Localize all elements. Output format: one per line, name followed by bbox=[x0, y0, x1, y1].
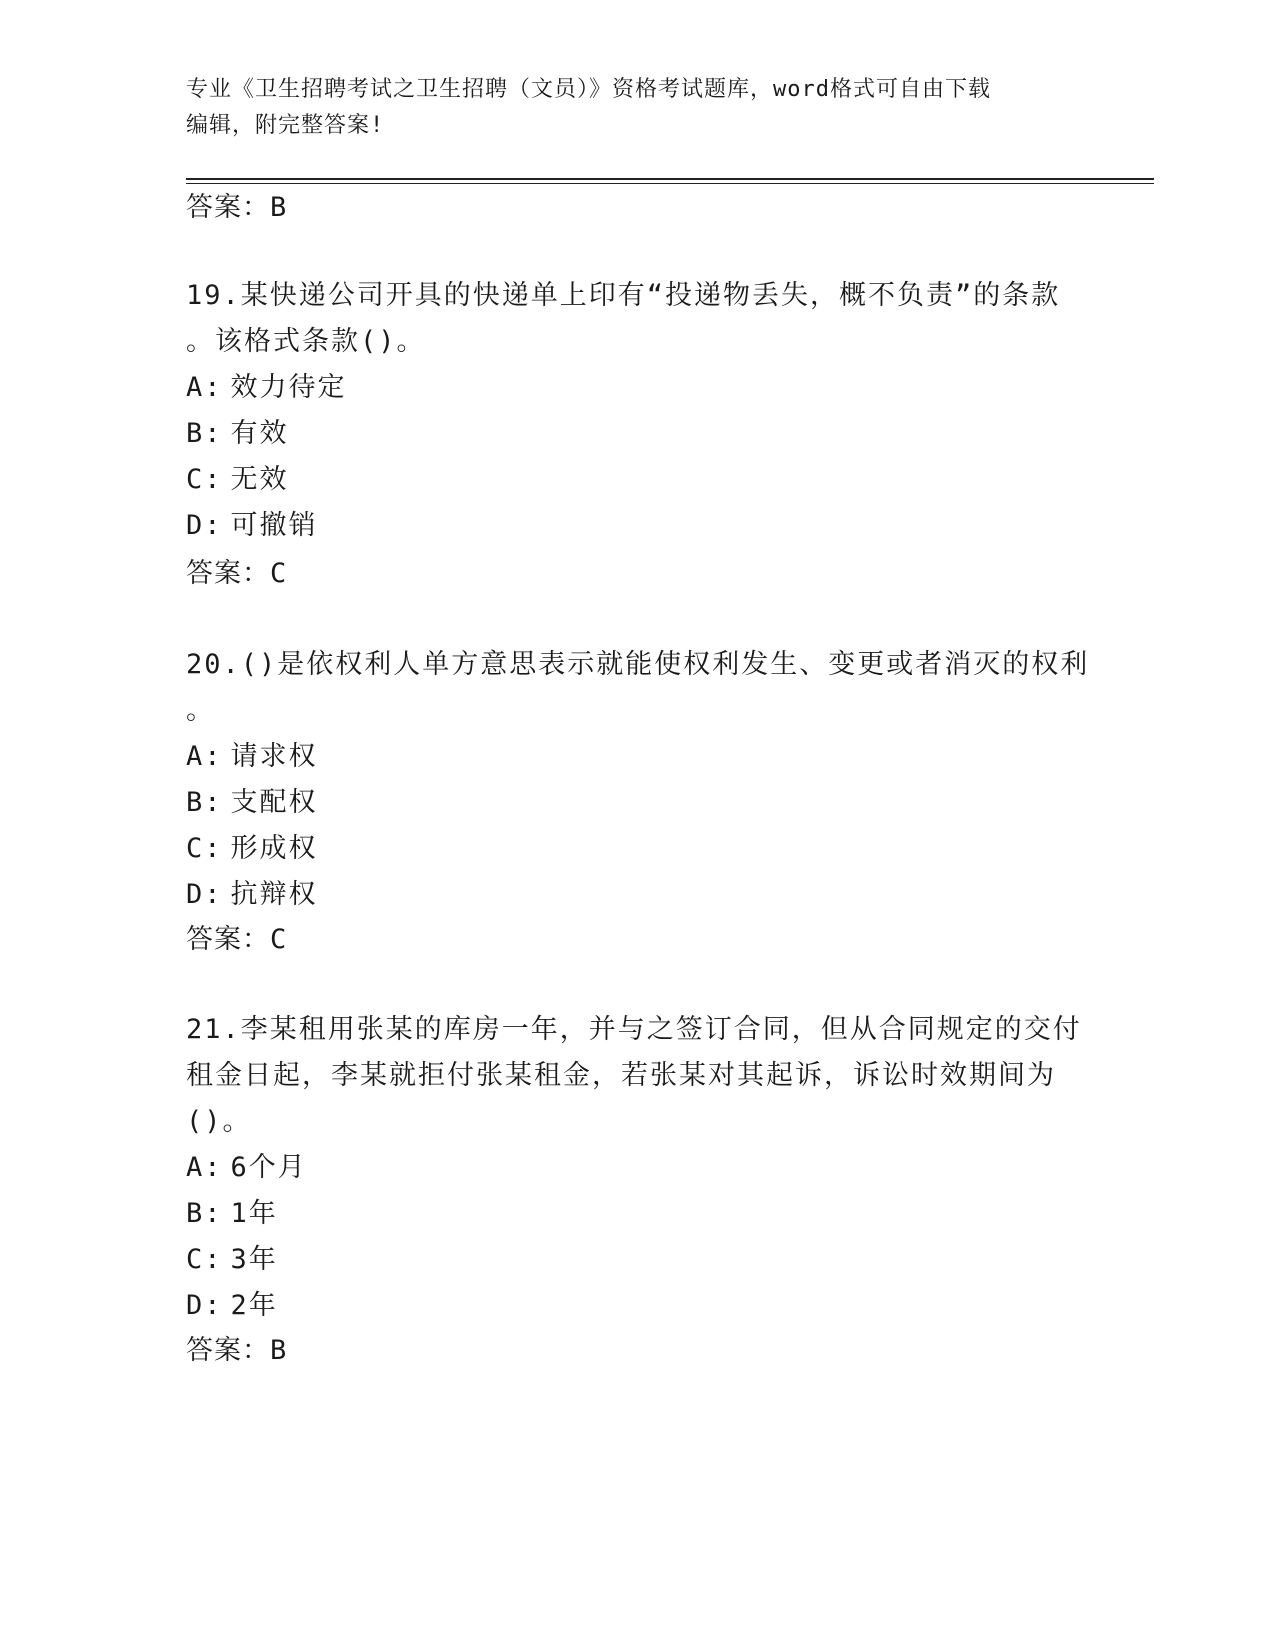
option-c bbox=[186, 457, 1086, 503]
option-key: C: bbox=[186, 1244, 223, 1275]
question-text bbox=[186, 1007, 1086, 1145]
option-a bbox=[186, 734, 1086, 780]
option-b bbox=[186, 780, 1086, 826]
answer-value: B bbox=[270, 1335, 288, 1366]
option-a bbox=[186, 1145, 1086, 1191]
question-20 bbox=[186, 642, 1090, 918]
question-19 bbox=[186, 273, 1086, 549]
answer-19 bbox=[186, 554, 287, 594]
question-line: 20.()是依权利人单方意思表示就能使权利发生、变更或者消灭的权利 bbox=[186, 649, 1090, 680]
question-text bbox=[186, 642, 1090, 734]
option-text: 6个月 bbox=[230, 1152, 307, 1183]
option-key: C: bbox=[186, 464, 223, 495]
answer-value: B bbox=[270, 192, 288, 223]
option-d bbox=[186, 1283, 1086, 1329]
question-line: 。该格式条款()。 bbox=[186, 326, 426, 357]
option-key: B: bbox=[186, 787, 223, 818]
option-key: D: bbox=[186, 510, 223, 541]
option-text: 效力待定 bbox=[230, 372, 347, 403]
option-key: A: bbox=[186, 741, 223, 772]
question-line: 。 bbox=[186, 695, 215, 726]
header-line-1: 专业《卫生招聘考试之卫生招聘（文员）》资格考试题库，word格式可自由下载 bbox=[186, 77, 991, 102]
option-b bbox=[186, 411, 1086, 457]
question-line: 21.李某租用张某的库房一年，并与之签订合同，但从合同规定的交付 bbox=[186, 1014, 1082, 1045]
header-divider bbox=[186, 178, 1154, 184]
option-text: 无效 bbox=[230, 464, 289, 495]
option-c bbox=[186, 826, 1086, 872]
option-key: B: bbox=[186, 418, 223, 449]
question-21 bbox=[186, 1007, 1086, 1329]
option-a bbox=[186, 365, 1086, 411]
option-text: 2年 bbox=[230, 1290, 278, 1321]
answer-value: C bbox=[270, 558, 288, 589]
answer-label: 答案： bbox=[186, 192, 270, 223]
option-d bbox=[186, 503, 1086, 549]
answer-label: 答案： bbox=[186, 1335, 270, 1366]
question-text bbox=[186, 273, 1086, 365]
header-line-2: 编辑，附完整答案! bbox=[186, 113, 385, 138]
option-key: D: bbox=[186, 1290, 223, 1321]
answer-label: 答案： bbox=[186, 558, 270, 589]
option-key: D: bbox=[186, 879, 223, 910]
question-line: 19.某快递公司开具的快递单上印有“投递物丢失，概不负责”的条款 bbox=[186, 280, 1061, 311]
answer-value: C bbox=[270, 924, 288, 955]
option-text: 3年 bbox=[230, 1244, 278, 1275]
option-text: 支配权 bbox=[230, 787, 318, 818]
option-d bbox=[186, 872, 1086, 918]
document-header bbox=[186, 72, 1086, 144]
option-text: 形成权 bbox=[230, 833, 318, 864]
question-line: 租金日起，李某就拒付张某租金，若张某对其起诉，诉讼时效期间为 bbox=[186, 1060, 1056, 1091]
answer-21 bbox=[186, 1331, 287, 1371]
answer-20 bbox=[186, 920, 287, 960]
answer-label: 答案： bbox=[186, 924, 270, 955]
option-key: B: bbox=[186, 1198, 223, 1229]
option-text: 1年 bbox=[230, 1198, 278, 1229]
option-key: A: bbox=[186, 372, 223, 403]
option-key: A: bbox=[186, 1152, 223, 1183]
option-c bbox=[186, 1237, 1086, 1283]
question-line: ()。 bbox=[186, 1106, 252, 1137]
option-text: 有效 bbox=[230, 418, 289, 449]
option-key: C: bbox=[186, 833, 223, 864]
option-text: 可撤销 bbox=[230, 510, 318, 541]
option-text: 请求权 bbox=[230, 741, 318, 772]
option-text: 抗辩权 bbox=[230, 879, 318, 910]
answer-previous bbox=[186, 188, 287, 228]
option-b bbox=[186, 1191, 1086, 1237]
